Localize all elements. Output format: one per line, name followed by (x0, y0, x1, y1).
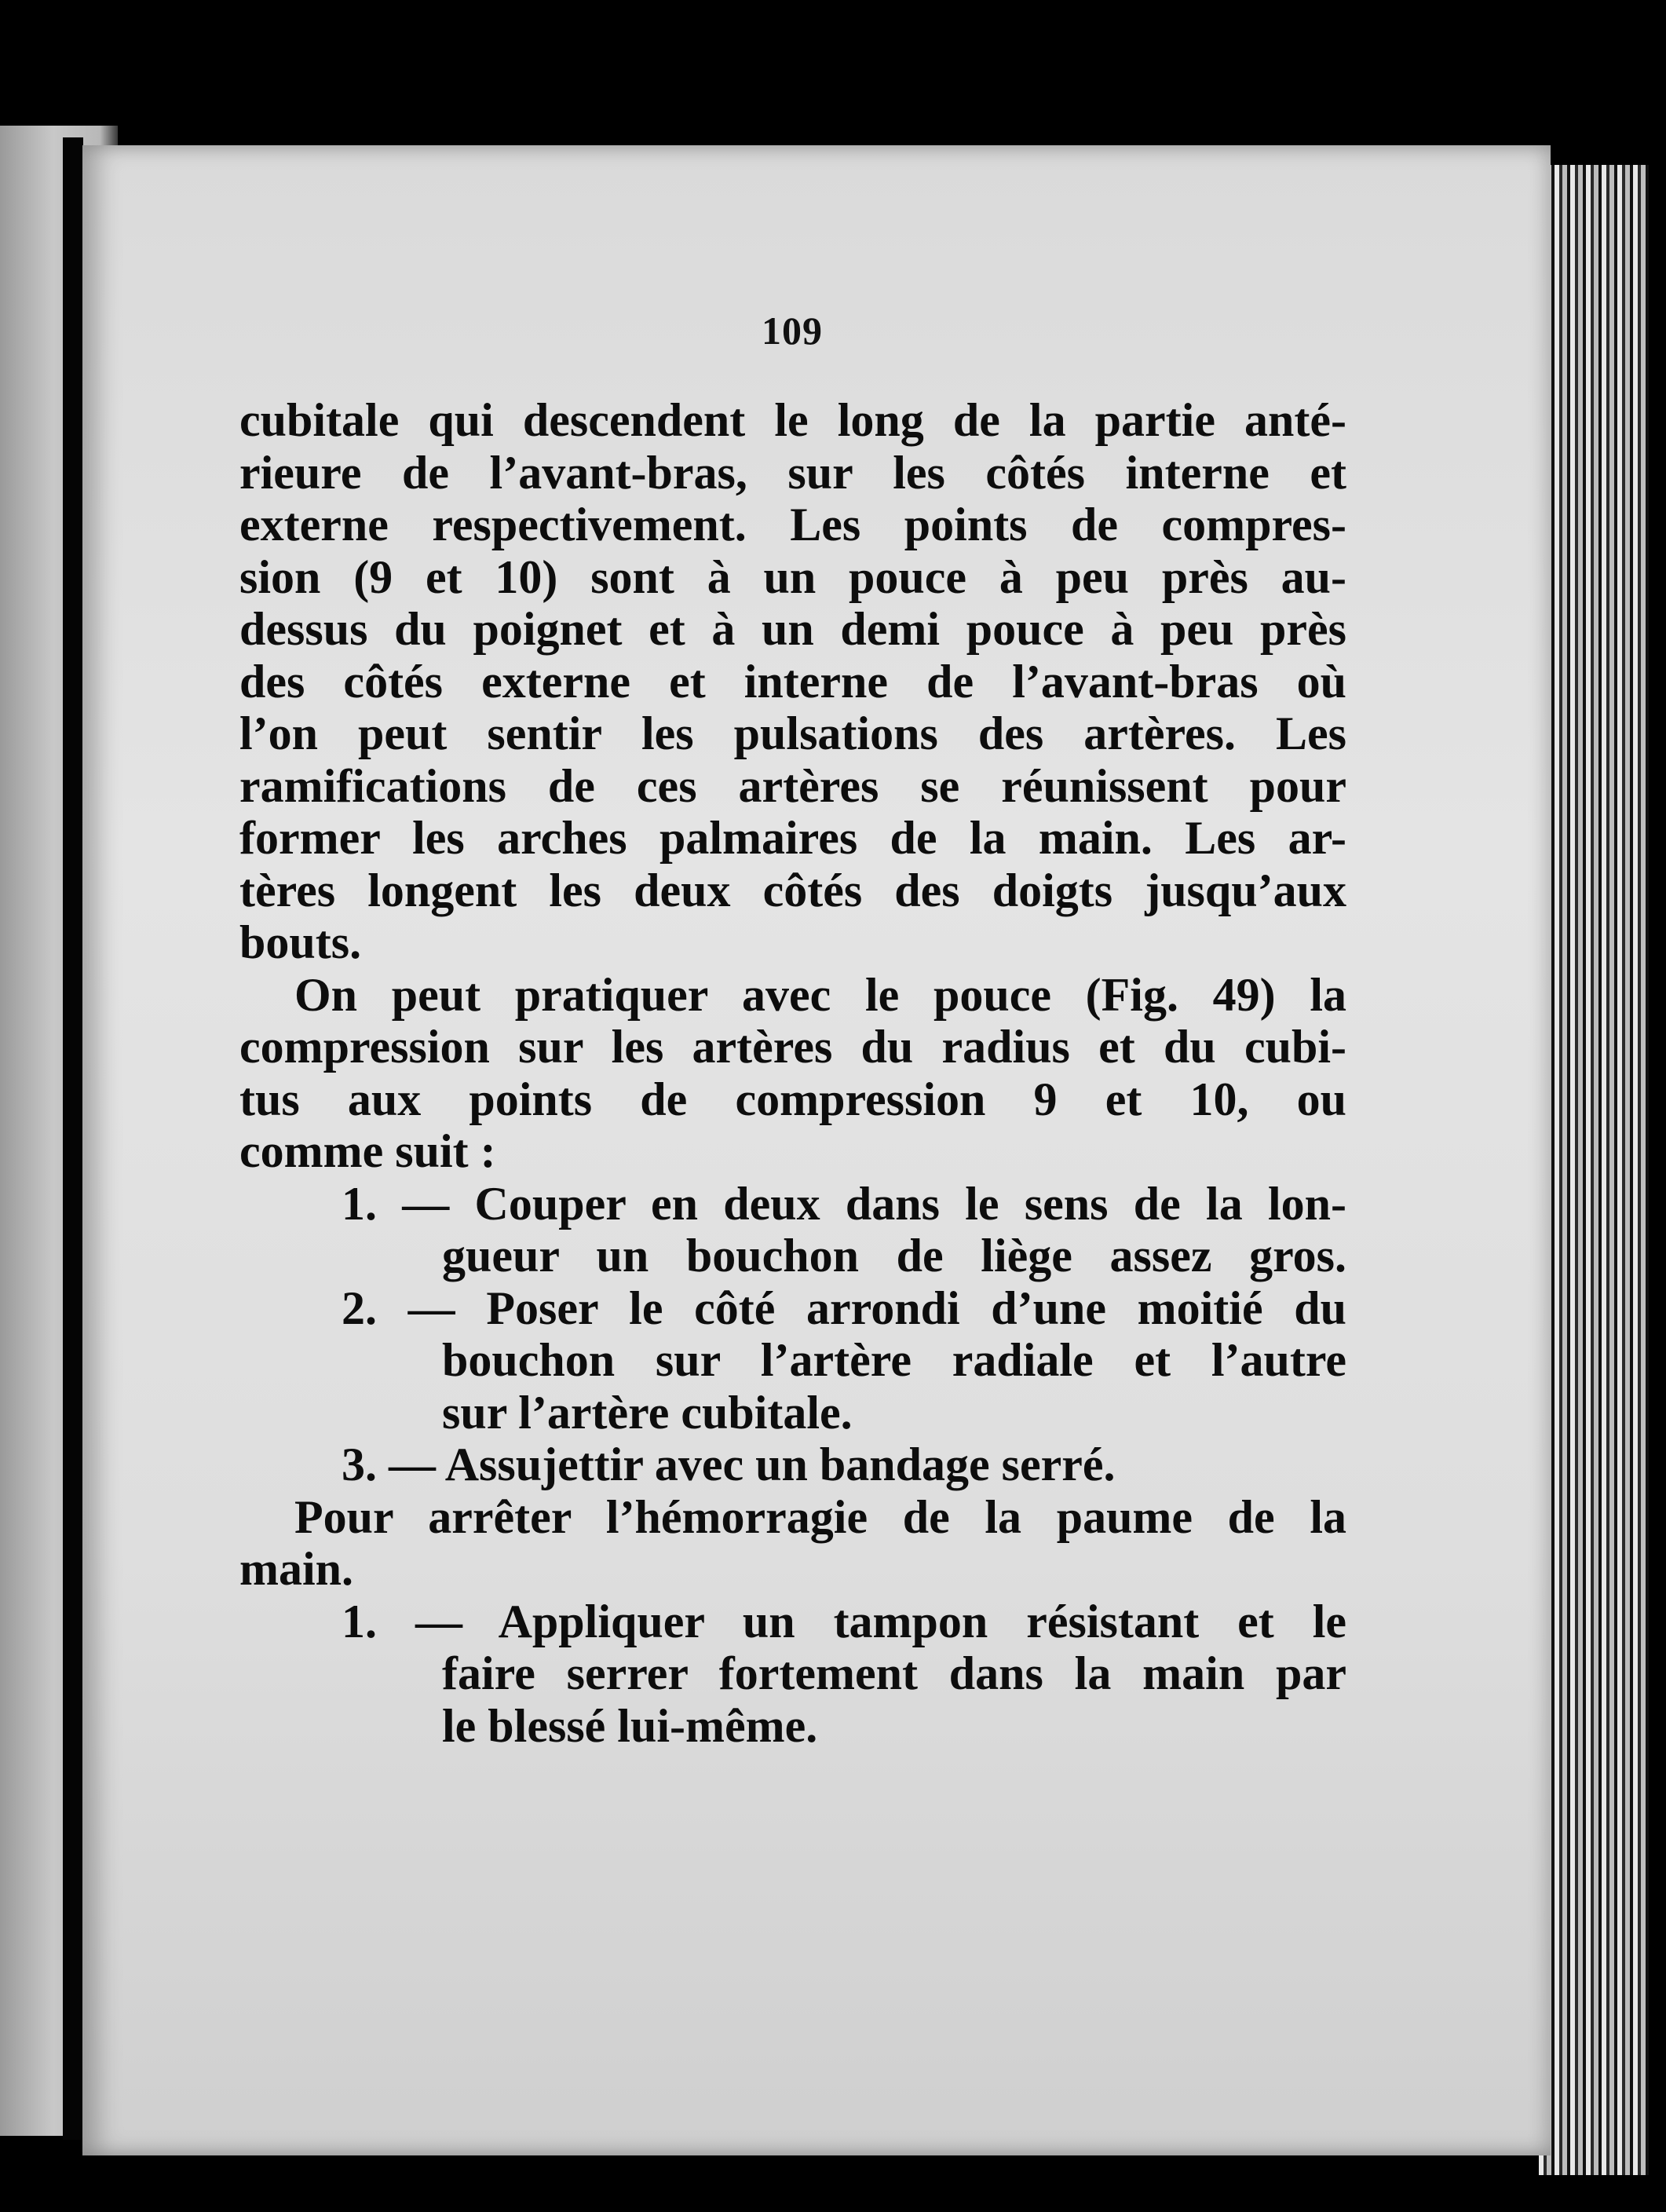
paragraph-start-line: On peut pratiquer avec le pouce (Fig. 49) la (294, 968, 1346, 1021)
text-line: des côtés externe et interne de l’avant-bras où (239, 655, 1346, 707)
text-line: cubitale qui descendent le long de la partie anté- (239, 394, 1346, 446)
text-line: former les arches palmaires de la main. Les ar- (239, 812, 1346, 864)
text-line: sion (9 et 10) sont à un pouce à peu près au- (239, 550, 1346, 603)
text-line: bouts. (239, 916, 362, 968)
text-line: main. (239, 1543, 354, 1595)
list-item-1-line: 1. — Couper en deux dans le sens de la lon- (342, 1177, 1346, 1230)
text-line: dessus du poignet et à un demi pouce à peu près (239, 603, 1346, 655)
text-line: rieure de l’avant-bras, sur les côtés interne et (239, 446, 1346, 499)
list-item-2-cont: bouchon sur l’artère radiale et l’autre (442, 1334, 1346, 1386)
stacked-page-edges (1539, 165, 1649, 2175)
list-item-2-line: 2. — Poser le côté arrondi d’une moitié du (342, 1281, 1346, 1334)
text-line: externe respectivement. Les points de compres- (239, 499, 1346, 550)
text-line: ramifications de ces artères se réunissent pour (239, 759, 1346, 812)
body-text (239, 394, 1346, 1752)
list-item-2-cont: sur l’artère cubitale. (442, 1386, 853, 1439)
list-item-1-cont: faire serrer fortement dans la main par (442, 1647, 1346, 1699)
text-line: comme suit : (239, 1125, 496, 1177)
page-number: 109 (762, 309, 823, 353)
text-line: compression sur les artères du radius et du cubi- (239, 1021, 1346, 1073)
book-gutter (63, 137, 83, 2140)
list-item-1-line: 1. — Appliquer un tampon résistant et le (342, 1595, 1346, 1647)
text-line: tères longent les deux côtés des doigts jusqu’aux (239, 864, 1346, 916)
list-item-1-cont: le blessé lui-même. (442, 1699, 818, 1752)
list-item-1-cont: gueur un bouchon de liège assez gros. (442, 1230, 1346, 1281)
text-line: tus aux points de compression 9 et 10, ou (239, 1073, 1346, 1125)
paragraph-start-line: Pour arrêter l’hémorragie de la paume de la (294, 1490, 1346, 1543)
list-item-3-line: 3. — Assujettir avec un bandage serré. (342, 1439, 1116, 1490)
text-line: l’on peut sentir les pulsations des artères. Les (239, 707, 1346, 759)
